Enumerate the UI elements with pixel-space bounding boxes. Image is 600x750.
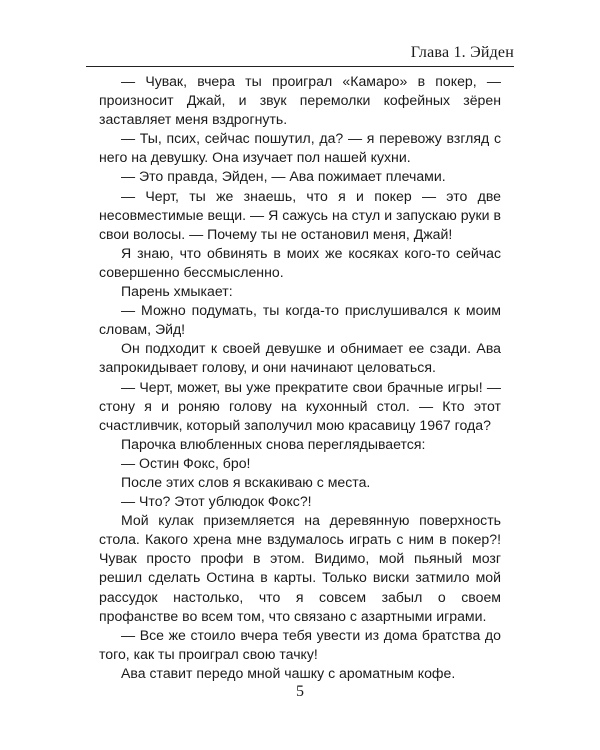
paragraph: Мой кулак приземляется на деревянную поверхность стола. Какого хрена мне вздумалось играть с ним в покер?! Чувак просто профи в этом. Видимо, мой пьяный мозг решил сделать Остина в карты. Только виски затмило мой рассудок настолько, что я совсем забыл о своем профанстве во всем том, что связано с азартными играми. <box>99 512 501 624</box>
paragraph: — Это правда, Эйден, — Ава пожимает плечами. <box>121 168 446 185</box>
paragraph: — Ты, псих, сейчас пошутил, да? — я перевожу взгляд с него на девушку. Она изучает пол нашей кухни. <box>99 130 501 166</box>
page-number: 5 <box>296 683 304 700</box>
paragraph: Парень хмыкает: <box>121 283 233 300</box>
paragraph: — Черт, может, вы уже прекратите свои брачные игры! — стону я и роняю голову на кухонный стол. — Кто этот счастливчик, который заполучил мою красавицу 1967 года? <box>99 378 501 433</box>
paragraph: Он подходит к своей девушке и обнимает ее сзади. Ава запрокидывает голову, и они начинают целоваться. <box>99 340 501 376</box>
paragraph: — Остин Фокс, бро! <box>121 454 251 471</box>
paragraph: — Можно подумать, ты когда-то прислушивался к моим словам, Эйд! <box>99 302 501 338</box>
paragraph: — Что? Этот ублюдок Фокс?! <box>121 493 312 510</box>
paragraph: — Чувак, вчера ты проиграл «Камаро» в покер, — произносит Джай, и звук перемолки кофейных зёрен заставляет меня вздрогнуть. <box>99 73 501 128</box>
paragraph: Ава ставит передо мной чашку с ароматным кофе. <box>121 664 456 681</box>
header-rule <box>86 66 514 67</box>
paragraph: После этих слов я вскакиваю с места. <box>121 473 371 490</box>
body-text <box>99 72 501 683</box>
running-head: Глава 1. Эйден <box>410 44 514 61</box>
paragraph: — Черт, ты же знаешь, что я и покер — это две несовместимые вещи. — Я сажусь на стул и запускаю руки в свои волосы. — Почему ты не остановил меня, Джай! <box>99 187 501 242</box>
paragraph: Парочка влюбленных снова переглядывается: <box>121 435 426 452</box>
paragraph: Я знаю, что обвинять в моих же косяках кого-то сейчас совершенно бессмысленно. <box>99 244 501 280</box>
paragraph: — Все же стоило вчера тебя увести из дома братства до того, как ты проиграл свою тачку! <box>99 626 501 662</box>
